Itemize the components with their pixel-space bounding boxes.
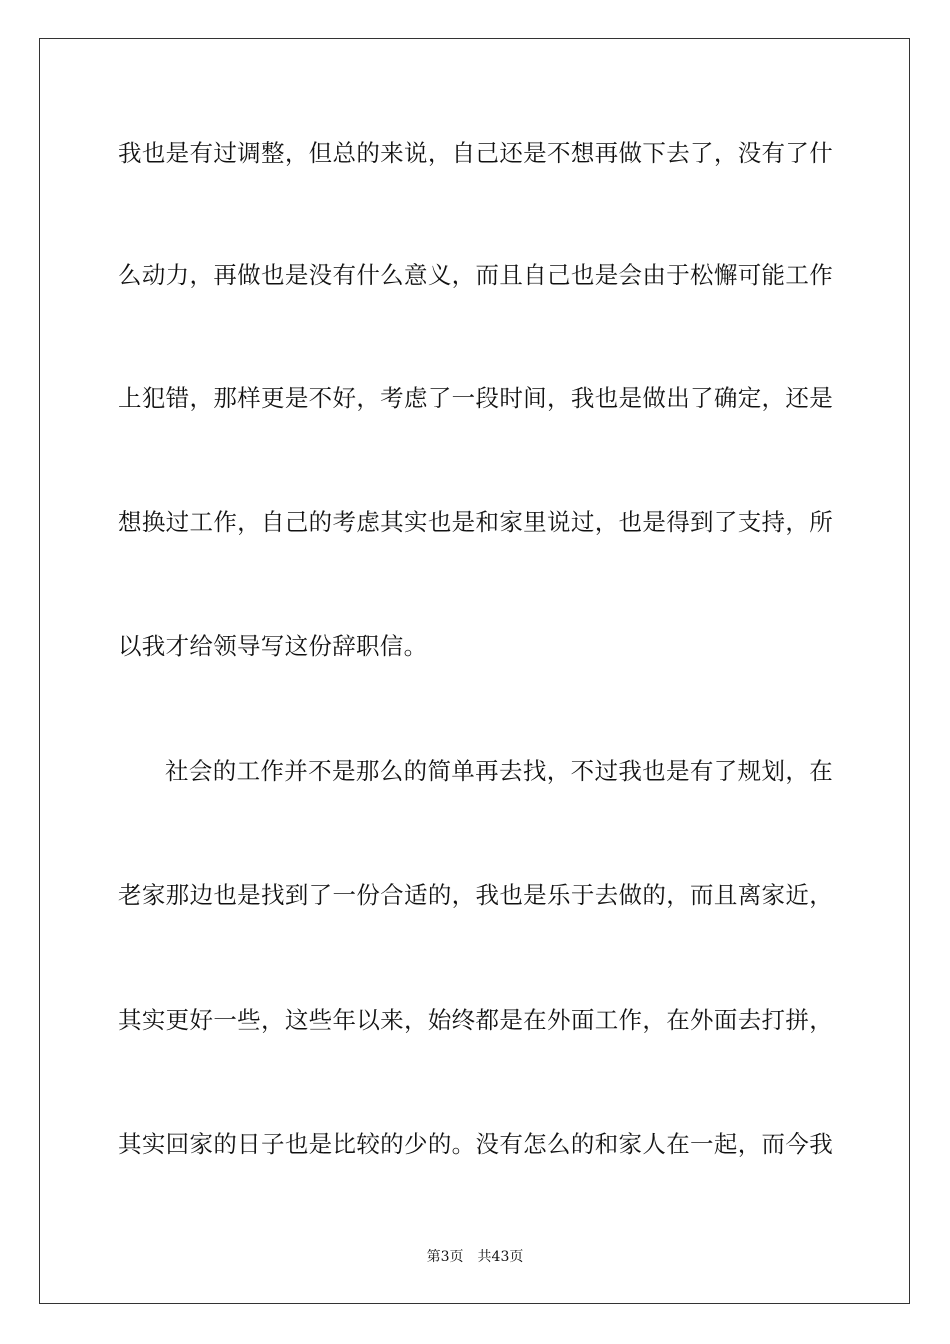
page-number: 第3页 [426, 1249, 464, 1265]
page-border [39, 38, 910, 1304]
paragraph-line-1: 我也是有过调整，但总的来说，自己还是不想再做下去了，没有了什 [118, 139, 833, 167]
paragraph-line-7: 老家那边也是找到了一份合适的，我也是乐于去做的，而且离家近， [118, 881, 833, 909]
paragraph-line-2: 么动力，再做也是没有什么意义，而且自己也是会由于松懈可能工作 [118, 261, 833, 289]
page-footer [0, 1246, 950, 1266]
paragraph-line-9: 其实回家的日子也是比较的少的。没有怎么的和家人在一起，而今我 [118, 1130, 833, 1158]
paragraph-line-4: 想换过工作，自己的考虑其实也是和家里说过，也是得到了支持，所 [118, 508, 833, 536]
page-total: 共43页 [477, 1249, 524, 1265]
paragraph-line-3: 上犯错，那样更是不好，考虑了一段时间，我也是做出了确定，还是 [118, 384, 833, 412]
paragraph-line-8: 其实更好一些，这些年以来，始终都是在外面工作，在外面去打拼， [118, 1006, 833, 1034]
paragraph-line-6: 社会的工作并不是那么的简单再去找，不过我也是有了规划，在 [165, 757, 833, 785]
paragraph-line-5: 以我才给领导写这份辞职信。 [118, 632, 428, 660]
